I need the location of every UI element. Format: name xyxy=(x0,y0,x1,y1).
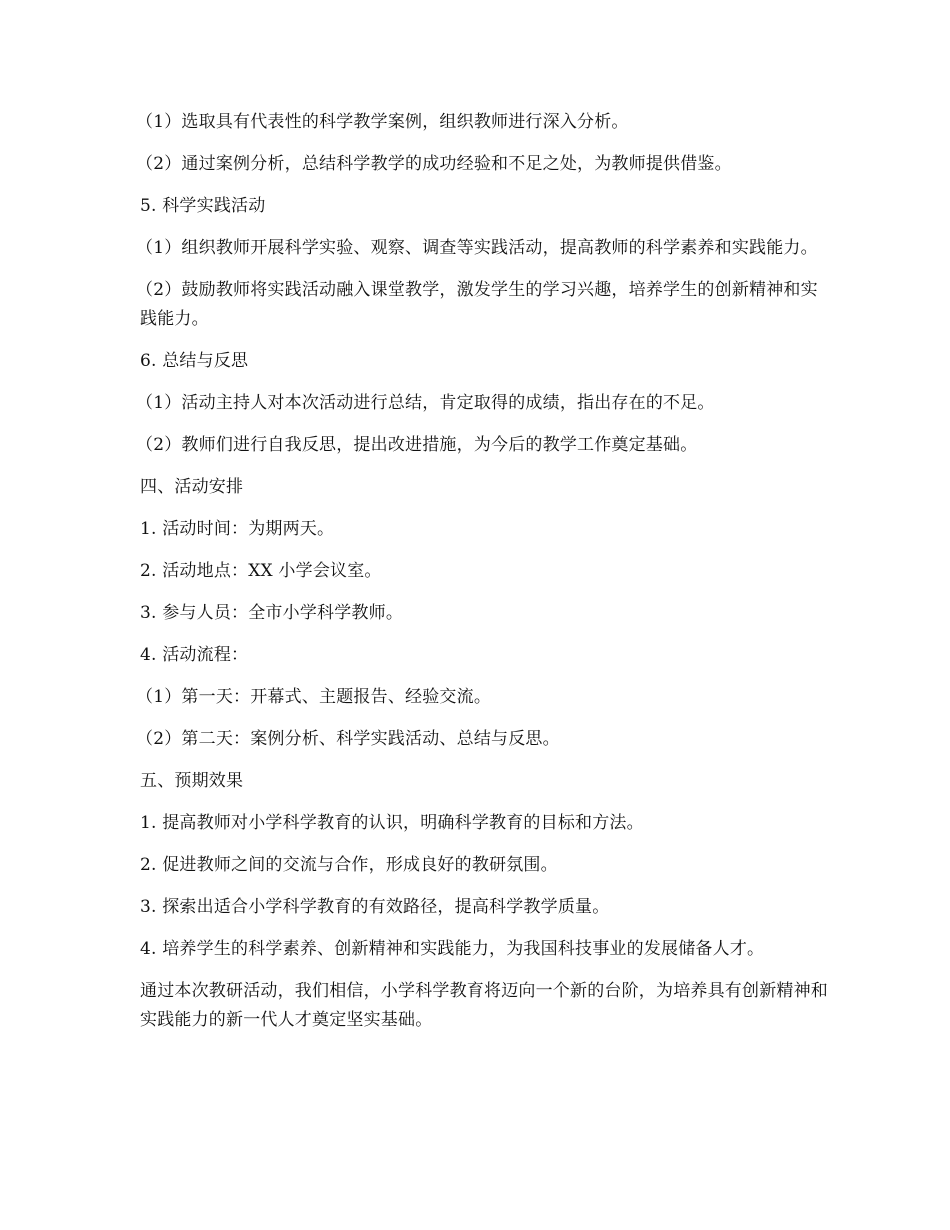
paragraph-case-analysis: （2）通过案例分析，总结科学教学的成功经验和不足之处，为教师提供借鉴。 xyxy=(136,154,732,174)
list-item-expected-2: 2. 促进教师之间的交流与合作，形成良好的教研氛围。 xyxy=(140,855,558,875)
paragraph-practice-2: （2）鼓励教师将实践活动融入课堂教学，激发学生的学习兴趣，培养学生的创新精神和实践能力。 xyxy=(136,280,818,329)
paragraph-case-selection: （1）选取具有代表性的科学教学案例，组织教师进行深入分析。 xyxy=(136,112,629,132)
section-heading-arrangement: 四、活动安排 xyxy=(140,477,244,497)
section-heading-summary: 6. 总结与反思 xyxy=(140,351,249,371)
list-item-time: 1. 活动时间：为期两天。 xyxy=(140,519,335,539)
closing-paragraph: 通过本次教研活动，我们相信，小学科学教育将迈向一个新的台阶，为培养具有创新精神和实践能力的新一代人才奠定坚实基础。 xyxy=(140,981,828,1030)
list-item-process: 4. 活动流程： xyxy=(140,645,249,665)
section-heading-expected: 五、预期效果 xyxy=(140,771,244,791)
list-item-expected-3: 3. 探索出适合小学科学教育的有效路径，提高科学教学质量。 xyxy=(140,897,610,917)
document-body xyxy=(136,108,830,1048)
list-item-participants: 3. 参与人员：全市小学科学教师。 xyxy=(140,603,404,623)
list-item-expected-1: 1. 提高教师对小学科学教育的认识，明确科学教育的目标和方法。 xyxy=(140,813,644,833)
list-item-expected-4: 4. 培养学生的科学素养、创新精神和实践能力，为我国科技事业的发展储备人才。 xyxy=(140,939,765,959)
list-item-day-one: （1）第一天：开幕式、主题报告、经验交流。 xyxy=(136,687,492,707)
paragraph-summary-1: （1）活动主持人对本次活动进行总结，肯定取得的成绩，指出存在的不足。 xyxy=(136,393,715,413)
list-item-day-two: （2）第二天：案例分析、科学实践活动、总结与反思。 xyxy=(136,729,560,749)
section-heading-practice: 5. 科学实践活动 xyxy=(140,196,266,216)
paragraph-summary-2: （2）教师们进行自我反思，提出改进措施，为今后的教学工作奠定基础。 xyxy=(136,435,698,455)
paragraph-practice-1: （1）组织教师开展科学实验、观察、调查等实践活动，提高教师的科学素养和实践能力。 xyxy=(136,238,818,258)
list-item-location: 2. 活动地点：XX 小学会议室。 xyxy=(140,561,382,581)
